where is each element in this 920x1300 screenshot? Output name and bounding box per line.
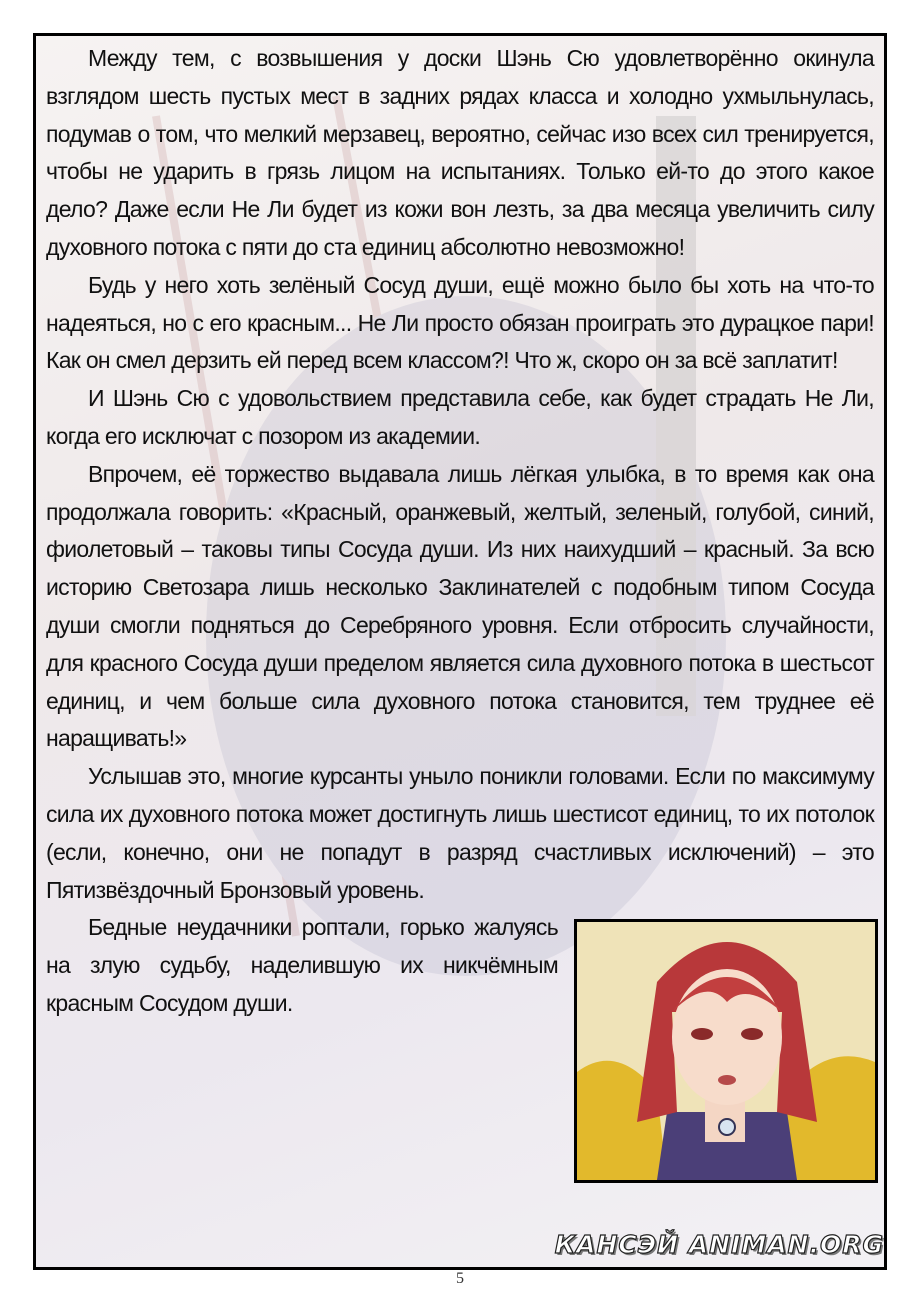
paragraph: Между тем, с возвышения у доски Шэнь Сю удовлетворённо окинула взглядом шесть пустых мест в задних рядах класса и холодно ухмыльнулась, подумав о том, что мелкий мерзавец, вероятно, сейчас изо всех сил тренируется, чтобы не ударить в грязь лицом на испытаниях. Только ей-то до этого какое дело? Даже если Не Ли будет из кожи вон лезть, за два месяца увеличить силу духовного потока с пяти до ста единиц абсолютно невозможно! <box>46 45 874 260</box>
paragraph: Бедные неудачники роптали, горько жалуясь на злую судьбу, наделившую их никчёмным красным Сосудом души. <box>46 914 558 1016</box>
body-text <box>46 40 874 1183</box>
paragraph: Впрочем, её торжество выдавала лишь лёгкая улыбка, в то время как она продолжала говорить: «Красный, оранжевый, желтый, зеленый, голубой, синий, фиолетовый – таковы типы Сосуда души. Из них наихудший – красный. За всю историю Светозара лишь несколько Заклинателей с подобным типом Сосуда души смогли подняться до Серебряного уровня. Если отбросить случайности, для красного Сосуда души пределом является сила духовного потока в шестьсот единиц, и чем больше сила духовного потока становится, тем труднее её наращивать!» <box>46 460 874 752</box>
paragraph: Будь у него хоть зелёный Сосуд души, ещё можно было бы хоть на что-то надеяться, но с его красным... Не Ли просто обязан проиграть это дурацкое пари! Как он смел дерзить ей перед всем классом?! Что ж, скоро он за всё заплатит! <box>46 271 874 374</box>
page-frame <box>33 33 887 1270</box>
page-number: 5 <box>456 1270 464 1287</box>
paragraph: Услышав это, многие курсанты уныло поникли головами. Если по максимуму сила их духовного потока может достигнуть лишь шестисот единиц, то их потолок (если, конечно, они не попадут в разряд счастливых исключений) – это Пятизвёздочный Бронзовый уровень. <box>46 763 874 903</box>
character-portrait <box>574 919 878 1183</box>
scanlation-watermark: КАНСЭЙ ANIMAN.ORG <box>554 1230 884 1259</box>
paragraph: И Шэнь Сю с удовольствием представила себе, как будет страдать Не Ли, когда его исключат с позором из академии. <box>46 385 874 449</box>
